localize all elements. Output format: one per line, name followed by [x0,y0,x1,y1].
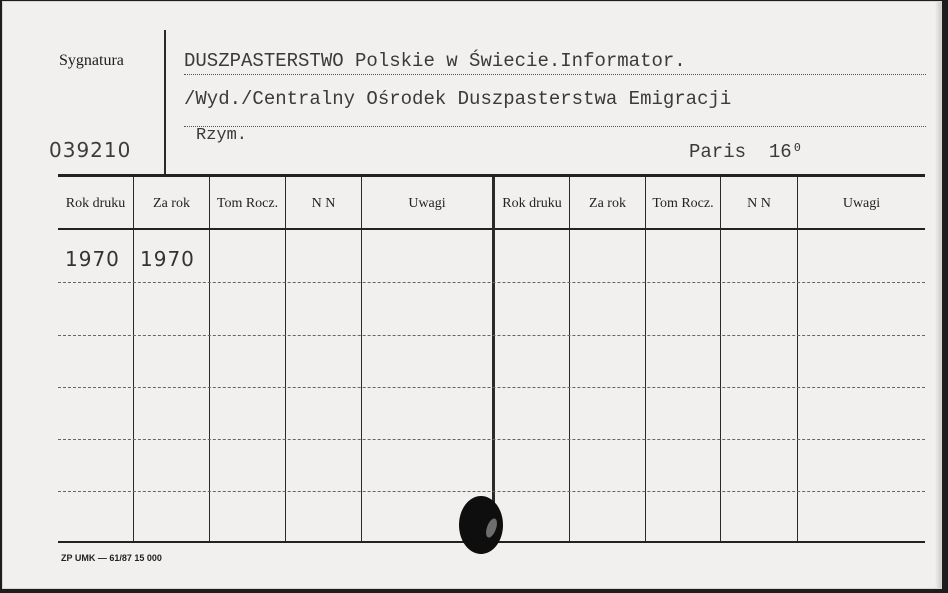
header-nn-2: N N [747,195,771,211]
row-rule [58,387,925,388]
column-divider [209,177,210,541]
header-za-rok: Za rok [153,195,190,211]
header-rok-druku-2: Rok druku [502,195,562,211]
header-nn: N N [311,195,336,211]
print-footer: ZP UMK — 61/87 15 000 [61,553,162,563]
header-uwagi: Uwagi [408,195,446,211]
typed-title-line-1: DUSZPASTERSTWO Polskie w Świecie.Informator. [184,50,686,72]
header-rok-druku: Rok druku [65,195,126,211]
row-rule [58,335,925,336]
typed-place-size: Paris 16⁰ [689,141,804,163]
column-divider [797,177,798,541]
column-divider [569,177,570,541]
header-uwagi-2: Uwagi [842,195,881,211]
signature-divider [164,30,166,174]
column-divider [361,177,362,541]
dotted-rule-2 [184,126,926,127]
column-divider [720,177,721,541]
catalog-card [2,1,942,589]
column-divider [645,177,646,541]
header-tom-rocz-2: Tom Rocz. [652,195,714,211]
header-tom-rocz: Tom Rocz. [216,195,279,211]
signature-number: 039210 [49,138,132,162]
cell-za-rok: 1970 [140,247,195,271]
cell-rok-druku: 1970 [65,247,120,271]
column-divider-center [492,177,495,541]
card-edge-shadow [935,2,941,588]
signature-label: Sygnatura [59,52,124,69]
header-za-rok-2: Za rok [589,195,626,211]
column-divider [133,177,134,541]
row-rule [58,491,925,492]
row-rule [58,439,925,440]
column-divider [285,177,286,541]
row-rule [58,282,925,283]
dotted-rule-1 [184,74,926,75]
typed-title-line-2: /Wyd./Centralny Ośrodek Duszpasterstwa Emigracji [184,88,732,110]
typed-title-line-3: Rzym. [196,126,248,145]
